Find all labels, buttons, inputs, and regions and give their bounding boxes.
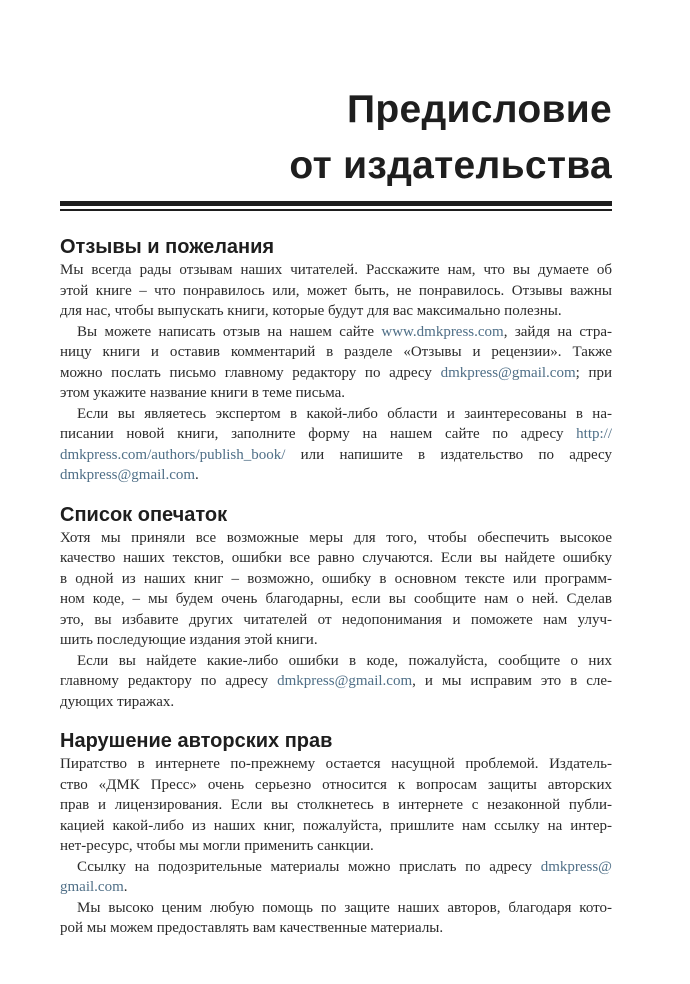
text-line xyxy=(60,671,612,692)
link[interactable]: dmkpress.com/authors/publish_book/ xyxy=(60,446,286,463)
text-span: нет-ресурс, чтобы мы могли применить санкции. xyxy=(60,838,374,854)
text-line xyxy=(60,445,612,466)
paragraph xyxy=(60,898,612,939)
section xyxy=(60,234,612,486)
text-line xyxy=(60,775,612,796)
text-line xyxy=(60,630,612,651)
text-span: этой книге – что понравилось или, может быть, не понравилось. Отзывы важны xyxy=(60,282,612,299)
text-line xyxy=(60,816,612,837)
text-span: . xyxy=(195,467,199,483)
text-span: ном коде, – мы будем очень благодарны, если вы сообщите нам о ней. Сделав xyxy=(60,591,612,607)
paragraph xyxy=(60,322,612,404)
text-span: Если вы являетесь экспертом в какой-либо области и заинтересованы в на- xyxy=(77,405,612,422)
link[interactable]: http:// xyxy=(576,426,612,442)
text-line xyxy=(60,610,612,631)
text-span: этом укажите название книги в теме письма. xyxy=(60,385,346,401)
text-line xyxy=(60,465,612,486)
text-line xyxy=(60,795,612,816)
paragraph xyxy=(60,651,612,713)
text-span: для нас, чтобы выпускать книги, которые будут для вас максимально полезны. xyxy=(60,303,562,319)
text-line xyxy=(60,383,612,404)
text-span: дующих тиражах. xyxy=(60,693,175,710)
text-line xyxy=(60,548,612,569)
link[interactable]: dmkpress@gmail.com xyxy=(277,673,413,689)
paragraph xyxy=(60,528,612,651)
section xyxy=(60,728,612,939)
text-line xyxy=(60,424,612,445)
link[interactable]: www.dmkpress.com xyxy=(381,323,504,340)
link[interactable]: dmkpress@gmail.com xyxy=(440,364,576,381)
link[interactable]: gmail.com xyxy=(60,879,124,895)
text-span: можно послать письмо главному редактору по адресу xyxy=(60,364,441,381)
text-span: писании новой книги, заполните форму на нашем сайте по адресу xyxy=(60,426,577,442)
text-span: Хотя мы приняли все возможные меры для того, чтобы обеспечить высокое xyxy=(60,529,612,546)
text-line xyxy=(60,569,612,590)
paragraph xyxy=(60,857,612,898)
page-title xyxy=(289,82,612,194)
text-span: Пиратство в интернете по-прежнему остается насущной проблемой. Издатель- xyxy=(60,756,612,772)
text-line xyxy=(60,918,612,939)
text-line xyxy=(60,528,612,549)
text-span: в одной из наших книг – возможно, ошибку в основном тексте или программ- xyxy=(60,570,612,587)
section xyxy=(60,502,612,713)
text-line xyxy=(60,651,612,672)
text-span: качество наших текстов, ошибки все равно случаются. Если вы найдете ошибку xyxy=(60,550,612,566)
text-span: , зайдя на стра- xyxy=(503,323,612,340)
text-span: Ссылку на подозрительные материалы можно прислать по адресу xyxy=(77,858,541,875)
text-line xyxy=(60,342,612,363)
text-span: ; при xyxy=(575,364,612,381)
text-span: или напишите в издательство по адресу xyxy=(285,446,612,463)
section-heading: Нарушение авторских прав xyxy=(60,730,333,752)
section-heading: Список опечаток xyxy=(60,503,228,526)
text-span: Если вы найдете какие-либо ошибки в коде, пожалуйста, сообщите о них xyxy=(77,652,612,669)
text-span: Мы высоко ценим любую помощь по защите наших авторов, благодаря кото- xyxy=(77,899,612,916)
text-span: шить последующие издания этой книги. xyxy=(60,632,318,648)
section-heading: Отзывы и пожелания xyxy=(60,236,275,258)
text-line xyxy=(60,754,612,775)
text-span: кацией какой-либо из наших книг, пожалуйста, пришлите нам ссылку на интер- xyxy=(60,817,612,834)
text-span: , и мы исправим это в сле- xyxy=(412,673,612,689)
page-title-line-1: Предисловие xyxy=(347,88,612,131)
paragraph xyxy=(60,754,612,857)
text-line xyxy=(60,301,612,322)
text-span: Мы всегда рады отзывам наших читателей. Расскажите нам, что вы думаете об xyxy=(60,262,612,278)
link[interactable]: dmkpress@gmail.com xyxy=(60,467,196,483)
title-rule-thick xyxy=(60,201,612,206)
page-title-line-2: от издательства xyxy=(289,144,612,187)
title-rule-thin xyxy=(60,209,612,211)
text-span: главному редактору по адресу xyxy=(60,673,278,689)
text-span: прав и лицензирования. Если вы столкнетесь в интернете с незаконной публи- xyxy=(60,797,612,813)
text-span: Вы можете написать отзыв на нашем сайте xyxy=(77,323,382,340)
text-span: ницу книги и оставив комментарий в разделе «Отзывы и рецензии». Также xyxy=(60,344,612,360)
text-line xyxy=(60,692,612,713)
text-span: . xyxy=(123,879,128,895)
text-line xyxy=(60,589,612,610)
text-line xyxy=(60,877,612,898)
paragraph xyxy=(60,260,612,322)
text-line xyxy=(60,322,612,343)
text-line xyxy=(60,898,612,919)
text-span: ство «ДМК Пресс» очень серьезно относится к вопросам защиты авторских xyxy=(60,776,612,793)
text-span: это, вы избавите других читателей от недопонимания и поможете нам улуч- xyxy=(60,611,612,628)
page-body xyxy=(60,234,612,955)
text-line xyxy=(60,281,612,302)
paragraph xyxy=(60,404,612,486)
text-line xyxy=(60,260,612,281)
text-line xyxy=(60,404,612,425)
link[interactable]: dmkpress@ xyxy=(540,858,612,875)
text-line xyxy=(60,857,612,878)
text-line xyxy=(60,363,612,384)
text-line xyxy=(60,836,612,857)
text-span: рой мы можем предоставлять вам качественные материалы. xyxy=(60,920,444,936)
